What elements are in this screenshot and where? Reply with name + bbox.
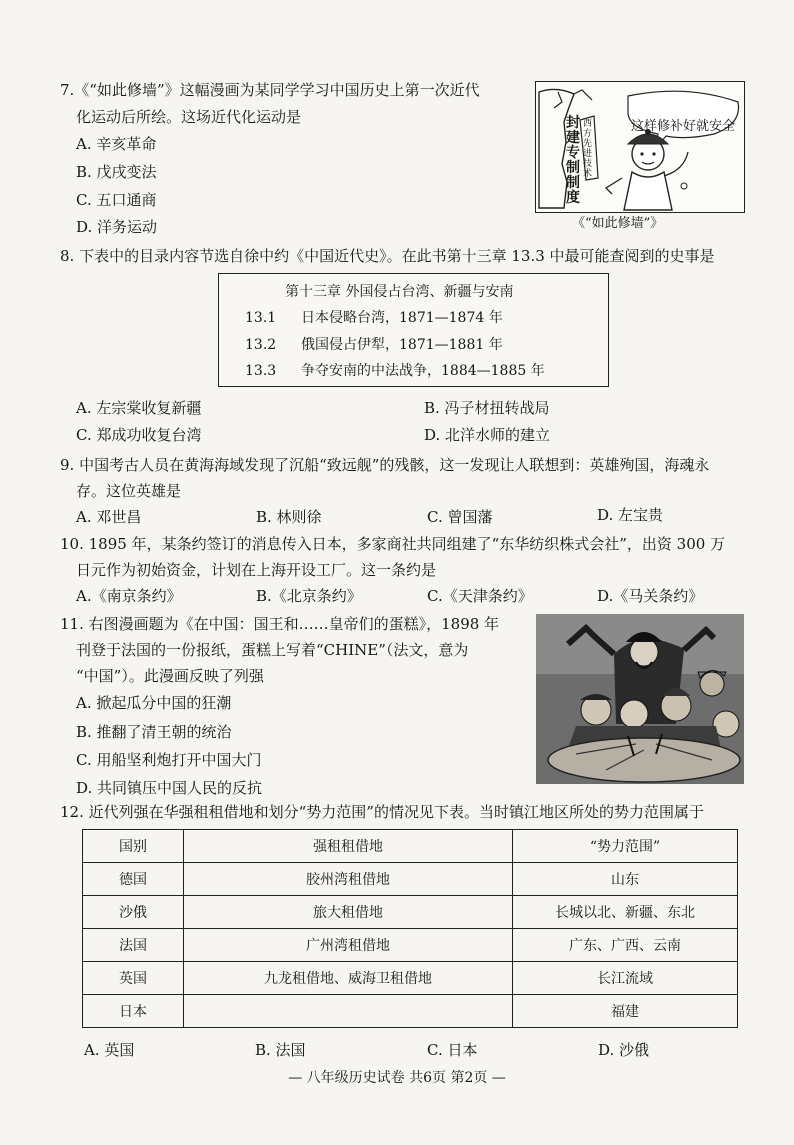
q11-option-b[interactable]: B. 推翻了清王朝的统治 [76,723,232,741]
q10-stem-line-2: 日元作为初始资金，计划在上海开设工厂。这一条约是 [76,561,437,579]
table-cell: 沙俄 [83,896,184,929]
q9-stem-line-1: 9. 中国考古人员在黄海海域发现了沉船“致远舰”的残骸，这一发现让人联想到：英雄殉国，海魂永 [60,456,710,474]
q10-option-a[interactable]: A.《南京条约》 [76,587,182,605]
table-cell: 山东 [513,863,738,896]
toc-section-title: 俄国侵占伊犁，1871—1881 年 [301,337,503,353]
table-row [83,962,738,995]
q11-stem-line-2: 刊登于法国的一份报纸，蛋糕上写着“CHINE”（法文，意为 [76,641,469,659]
toc-section-num: 13.3 [245,363,277,379]
table-cell: 英国 [83,962,184,995]
q12-stem: 12. 近代列强在华强租租借地和划分“势力范围”的情况见下表。当时镇江地区所处的势力范围属于 [60,803,704,821]
q7-stem-line-1: 7.《“如此修墙”》这幅漫画为某同学学习中国历史上第一次近代 [60,81,480,99]
table-row [83,929,738,962]
table-row [83,863,738,896]
table-cell: 广州湾租借地 [184,929,513,962]
toc-chapter-title: 第十三章 外国侵占台湾、新疆与安南 [285,284,514,300]
q12-option-a[interactable]: A. 英国 [84,1041,135,1059]
table-cell: 胶州湾租借地 [184,863,513,896]
q9-option-c[interactable]: C. 曾国藩 [427,508,493,526]
spheres-of-influence-table [82,829,738,1028]
table-header-cell: 国别 [83,830,184,863]
cartoon-caption: 《“如此修墙”》 [572,216,664,231]
q11-stem-line-1: 11. 右图漫画题为《在中国：国王和……皇帝们的蛋糕》，1898 年 [60,615,500,633]
q10-stem-line-1: 10. 1895 年，某条约签订的消息传入日本，多家商社共同组建了“东华纺织株式会社”，出资 300 万 [60,535,726,553]
q9-stem-line-2: 存。这位英雄是 [76,482,182,500]
table-cell: 法国 [83,929,184,962]
table-cell: 日本 [83,995,184,1028]
cake-cartoon-drawing [536,614,744,784]
q8-option-a[interactable]: A. 左宗棠收复新疆 [76,399,202,417]
q8-option-b[interactable]: B. 冯子材扭转战局 [424,399,550,417]
emperors-cake-cartoon [536,614,744,784]
q7-stem-line-2: 化运动后所绘。这场近代化运动是 [76,108,302,126]
q11-stem-line-3: “中国”）。此漫画反映了列强 [76,667,264,685]
toc-section-title: 日本侵略台湾，1871—1874 年 [301,310,503,326]
toc-section-num: 13.2 [245,337,277,353]
q9-option-a[interactable]: A. 邓世昌 [76,508,142,526]
q10-option-c[interactable]: C.《天津条约》 [427,587,533,605]
table-of-contents-box [218,273,609,387]
q7-option-b[interactable]: B. 戊戌变法 [76,163,157,181]
table-cell [184,995,513,1028]
toc-section-title: 争夺安南的中法战争，1884—1885 年 [301,363,545,379]
table-cell: 长江流域 [513,962,738,995]
table-header-row [83,830,738,863]
q8-stem: 8. 下表中的目录内容节选自徐中约《中国近代史》。在此书第十三章 13.3 中最可能查阅到的史事是 [60,247,715,265]
cartoon-speech-text: 这样修补好就安全 [631,119,736,134]
q8-option-d[interactable]: D. 北洋水师的建立 [424,426,551,444]
q10-option-b[interactable]: B.《北京条约》 [256,587,362,605]
q7-option-c[interactable]: C. 五口通商 [76,191,157,209]
q11-option-a[interactable]: A. 掀起瓜分中国的狂潮 [76,694,232,712]
q12-option-c[interactable]: C. 日本 [427,1041,478,1059]
toc-section-num: 13.1 [245,310,277,326]
table-cell: 长城以北、新疆、东北 [513,896,738,929]
page-footer: — 八年级历史试卷 共6页 第2页 — [288,1070,506,1086]
table-header-cell: 强租租借地 [184,830,513,863]
q7-option-d[interactable]: D. 洋务运动 [76,218,158,236]
q7-option-a[interactable]: A. 辛亥革命 [76,135,157,153]
q11-option-c[interactable]: C. 用船坚利炮打开中国大门 [76,751,262,769]
q9-option-d[interactable]: D. 左宝贵 [597,506,664,524]
q12-option-d[interactable]: D. 沙俄 [598,1041,650,1059]
q12-option-b[interactable]: B. 法国 [255,1041,306,1059]
table-row [83,896,738,929]
table-cell: 九龙租借地、威海卫租借地 [184,962,513,995]
table-header-cell: “势力范围” [513,830,738,863]
table-cell: 广东、广西、云南 [513,929,738,962]
cartoon-patch-label: 西方先进技术 [583,119,593,179]
cartoon-wall-label: 封建专制制度 [566,115,580,206]
q11-option-d[interactable]: D. 共同镇压中国人民的反抗 [76,779,263,797]
table-row [83,995,738,1028]
q8-option-c[interactable]: C. 郑成功收复台湾 [76,426,202,444]
q10-option-d[interactable]: D.《马关条约》 [597,587,704,605]
table-cell: 德国 [83,863,184,896]
table-cell: 旅大租借地 [184,896,513,929]
ruci-xiuqiang-cartoon [535,81,745,213]
table-cell: 福建 [513,995,738,1028]
q9-option-b[interactable]: B. 林则徐 [256,508,322,526]
